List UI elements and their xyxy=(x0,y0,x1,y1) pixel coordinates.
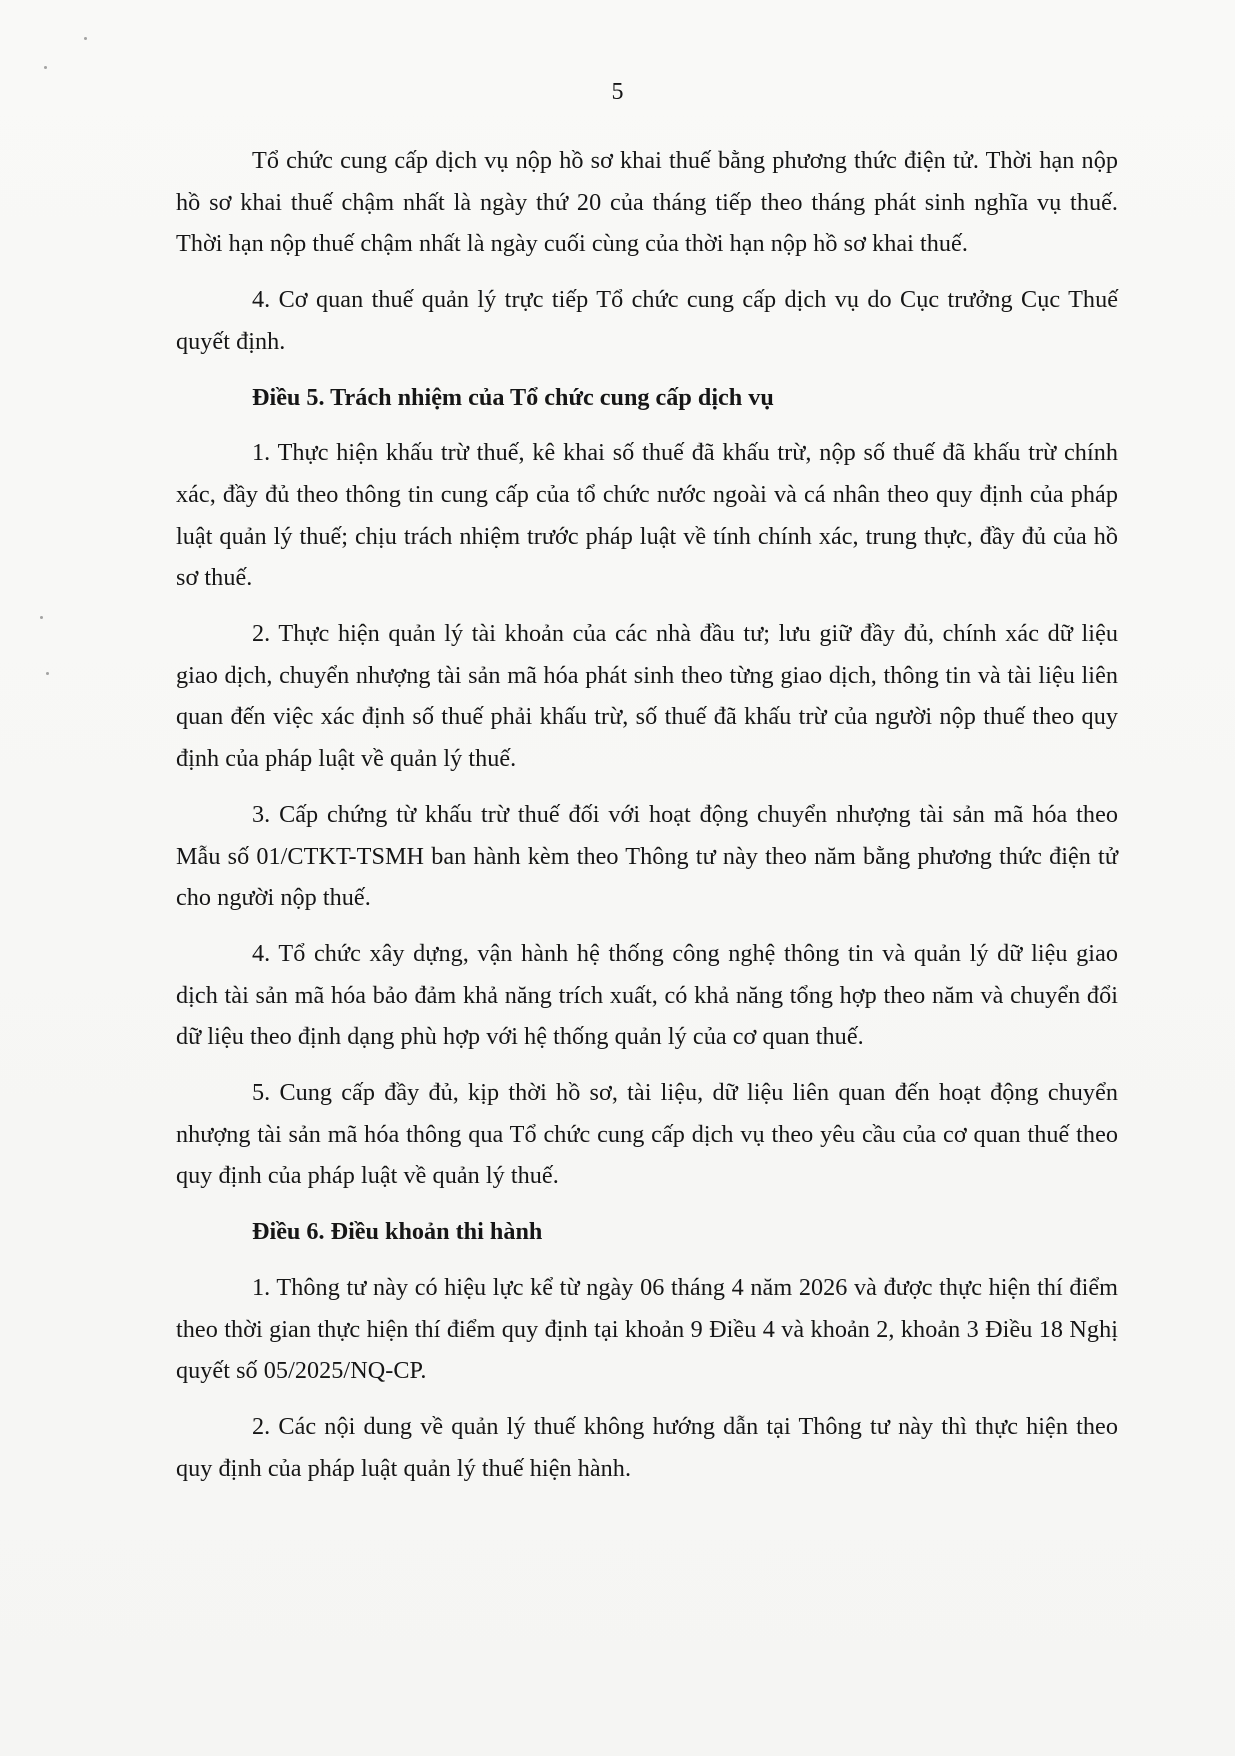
article-6-heading: Điều 6. Điều khoản thi hành xyxy=(252,1218,543,1246)
article-6-clause-1: 1. Thông tư này có hiệu lực kể từ ngày 06 tháng 4 năm 2026 và được thực hiện thí điểm theo thời gian thực hiện thí điểm quy định tại khoản 9 Điều 4 và khoản 2, khoản 3 Điều 18 Nghị quyết số 05/2025/NQ-CP. xyxy=(176,1273,1118,1385)
article-5-clause-2: 2. Thực hiện quản lý tài khoản của các nhà đầu tư; lưu giữ đầy đủ, chính xác dữ liệu giao dịch, chuyển nhượng tài sản mã hóa phát sinh theo từng giao dịch, thông tin và tài liệu liên quan đến việc xác định số thuế phải khấu trừ, số thuế đã khấu trừ của người nộp thuế theo quy định của pháp luật về quản lý thuế. xyxy=(176,620,1118,773)
scan-speck xyxy=(84,37,87,40)
page-number: 5 xyxy=(611,79,624,105)
article-5-clause-5: 5. Cung cấp đầy đủ, kịp thời hồ sơ, tài liệu, dữ liệu liên quan đến hoạt động chuyển nhượng tài sản mã hóa thông qua Tổ chức cung cấp dịch vụ theo yêu cầu của cơ quan thuế theo quy định của pháp luật về quản lý thuế. xyxy=(176,1079,1118,1190)
document-body xyxy=(176,140,1118,1489)
paragraph-service-org-filing: Tổ chức cung cấp dịch vụ nộp hồ sơ khai thuế bằng phương thức điện tử. Thời hạn nộp hồ sơ khai thuế chậm nhất là ngày thứ 20 của tháng tiếp theo tháng phát sinh nghĩa vụ thuế. Thời hạn nộp thuế chậm nhất là ngày cuối cùng của thời hạn nộp hồ sơ khai thuế. xyxy=(176,147,1118,258)
scan-speck xyxy=(46,672,49,675)
article-6-clause-2: 2. Các nội dung về quản lý thuế không hướng dẫn tại Thông tư này thì thực hiện theo quy định của pháp luật quản lý thuế hiện hành. xyxy=(176,1412,1118,1482)
article-5-clause-4: 4. Tổ chức xây dựng, vận hành hệ thống công nghệ thông tin và quản lý dữ liệu giao dịch tài sản mã hóa bảo đảm khả năng trích xuất, có khả năng tổng hợp theo năm và chuyển đổi dữ liệu theo định dạng phù hợp với hệ thống quản lý của cơ quan thuế. xyxy=(176,939,1118,1051)
article-5-clause-3: 3. Cấp chứng từ khấu trừ thuế đối với hoạt động chuyển nhượng tài sản mã hóa theo Mẫu số 01/CTKT-TSMH ban hành kèm theo Thông tư này theo năm bằng phương thức điện tử cho người nộp thuế. xyxy=(176,800,1118,912)
article-5-heading: Điều 5. Trách nhiệm của Tổ chức cung cấp dịch vụ xyxy=(252,383,774,411)
paragraph-clause-4: 4. Cơ quan thuế quản lý trực tiếp Tổ chức cung cấp dịch vụ do Cục trưởng Cục Thuế quyết định. xyxy=(176,286,1118,355)
scan-speck xyxy=(44,66,47,69)
scan-speck xyxy=(40,616,43,619)
article-5-clause-1: 1. Thực hiện khấu trừ thuế, kê khai số thuế đã khấu trừ, nộp số thuế đã khấu trừ chính xác, đầy đủ theo thông tin cung cấp của tổ chức nước ngoài và cá nhân theo quy định của pháp luật quản lý thuế; chịu trách nhiệm trước pháp luật về tính chính xác, trung thực, đầy đủ của hồ sơ thuế. xyxy=(176,439,1118,592)
